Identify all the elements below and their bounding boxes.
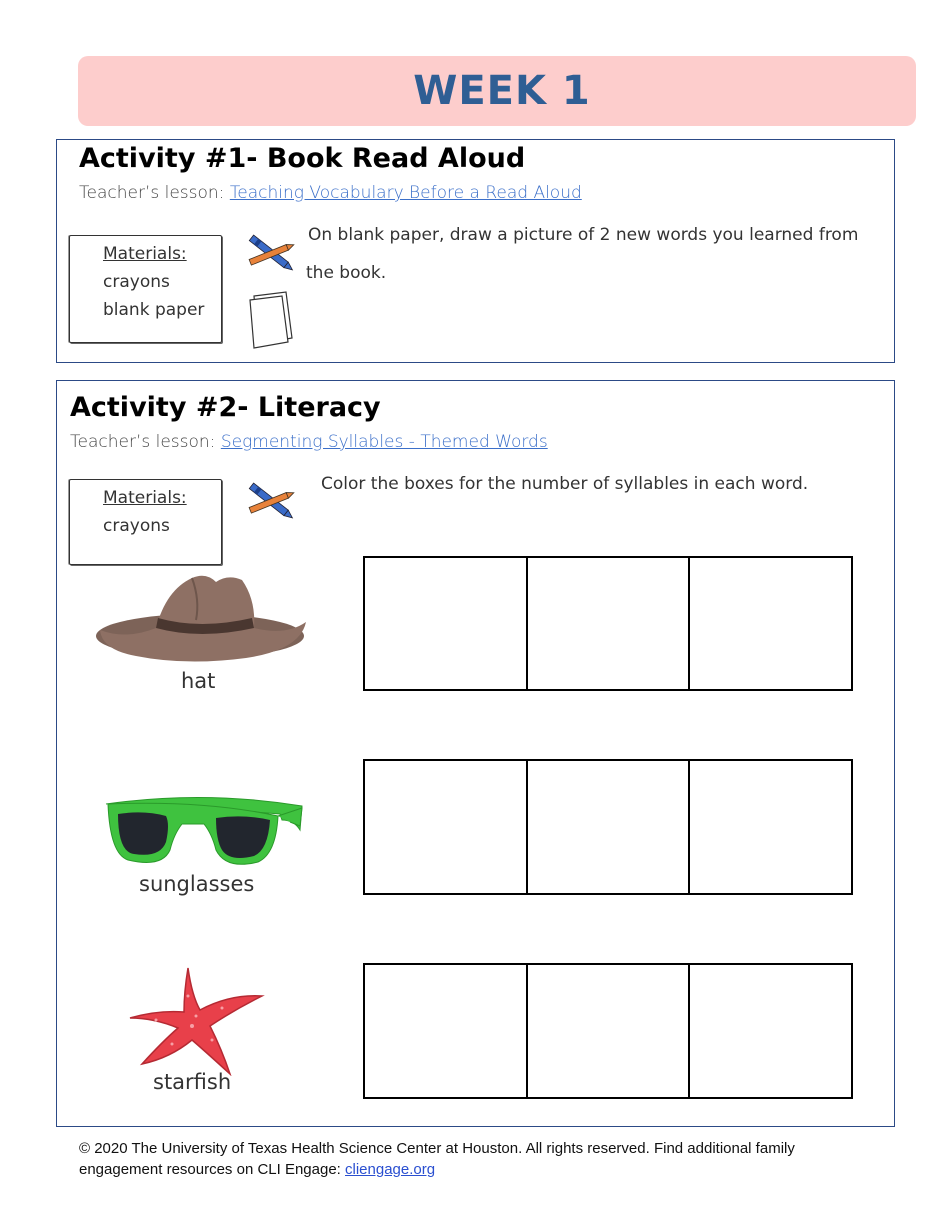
crayon-icon — [241, 477, 301, 529]
activity-1-title: Activity #1- Book Read Aloud — [79, 143, 526, 174]
materials-heading: Materials: — [103, 244, 187, 264]
week-banner — [78, 56, 916, 126]
activity-1-instruction: On blank paper, draw a picture of 2 new words you learned from the book. — [306, 225, 859, 283]
activity-1-lesson — [79, 183, 582, 203]
paper-icon — [244, 288, 298, 350]
crayon-icon — [241, 229, 301, 281]
syllable-box[interactable] — [528, 965, 691, 1097]
materials-heading: Materials: — [103, 488, 187, 508]
syllable-box[interactable] — [690, 761, 851, 893]
syllable-box[interactable] — [365, 761, 528, 893]
activity-2-lesson — [70, 432, 548, 452]
syllable-boxes-sunglasses — [363, 759, 853, 895]
syllable-box[interactable] — [690, 965, 851, 1097]
copyright-footer — [79, 1138, 879, 1180]
activity-2-title: Activity #2- Literacy — [70, 392, 381, 423]
activity-1-lesson-link[interactable]: Teaching Vocabulary Before a Read Aloud — [229, 183, 582, 203]
syllable-box[interactable] — [365, 965, 528, 1097]
syllable-boxes-hat — [363, 556, 853, 691]
hat-image — [96, 570, 308, 664]
syllable-box[interactable] — [528, 558, 691, 689]
lesson-label: Teacher’s lesson: — [70, 432, 221, 452]
syllable-boxes-starfish — [363, 963, 853, 1099]
word-label-sunglasses: sunglasses — [139, 872, 255, 896]
material-item: crayons — [103, 516, 170, 536]
lesson-label: Teacher’s lesson: — [79, 183, 230, 203]
word-label-hat: hat — [181, 669, 216, 693]
footer-text: © 2020 The University of Texas Health Science Center at Houston. All rights reserved. Find additional family engagement resources on CLI Engage: — [79, 1140, 795, 1178]
syllable-box[interactable] — [528, 761, 691, 893]
material-item: crayons — [103, 272, 170, 292]
activity-2-materials-box — [69, 479, 222, 565]
activity-1-materials-box — [69, 235, 222, 343]
syllable-box[interactable] — [690, 558, 851, 689]
week-title: WEEK 1 — [413, 68, 591, 114]
activity-2-instruction: Color the boxes for the number of syllables in each word. — [321, 474, 809, 494]
sunglasses-image — [104, 790, 304, 872]
activity-2-lesson-link[interactable]: Segmenting Syllables - Themed Words — [220, 432, 548, 452]
syllable-box[interactable] — [365, 558, 528, 689]
footer-link[interactable]: cliengage.org — [345, 1161, 436, 1178]
word-label-starfish: starfish — [153, 1070, 232, 1094]
starfish-image — [126, 966, 266, 1076]
material-item: blank paper — [103, 300, 205, 320]
